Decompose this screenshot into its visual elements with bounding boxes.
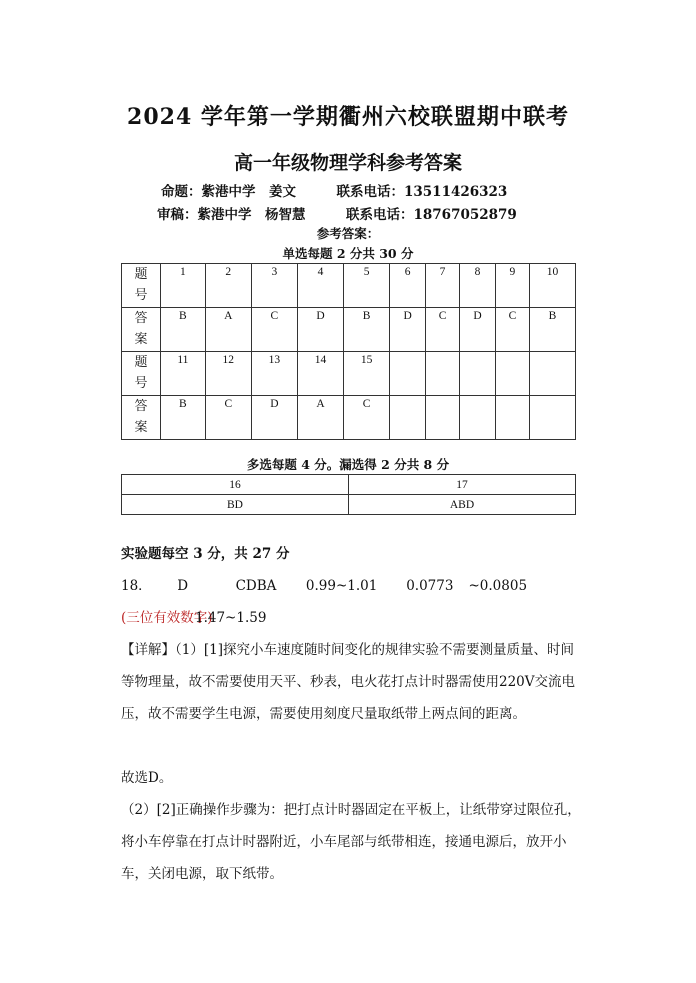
table-cell: A (205, 308, 251, 352)
table-cell: B (161, 396, 206, 440)
detail-paragraph-2: （2）[2]正确操作步骤为：把打点计时器固定在平板上，让纸带穿过限位孔，将小车停靠在打点计时器附近，小车尾部与纸带相连，接通电源后，放开小车，关闭电源，取下纸带。 (121, 802, 581, 882)
table-row (122, 308, 576, 352)
table-cell: 10 (529, 264, 575, 308)
table-cell: 12 (205, 352, 251, 396)
label-cell: 答 案 (122, 308, 161, 352)
table-cell: C (495, 308, 529, 352)
table-cell (460, 352, 496, 396)
table-cell: B (161, 308, 206, 352)
table-cell: B (529, 308, 575, 352)
table-row (122, 495, 576, 515)
table-cell: ABD (349, 495, 576, 515)
author-line: 命题：紫港中学 姜文 联系电话：13511426323 (161, 184, 508, 200)
table-cell: D (297, 308, 343, 352)
single-choice-heading: 单选每题 2 分共 30 分 (282, 246, 414, 261)
table-row (122, 396, 576, 440)
answer-value: CDBA (235, 578, 277, 594)
table-cell: C (205, 396, 251, 440)
table-cell: D (390, 308, 426, 352)
table-cell: 9 (495, 264, 529, 308)
answer-value: 0.0773 (406, 578, 454, 594)
experiment-heading: 实验题每空 3 分，共 27 分 (121, 546, 290, 562)
reviewer-line: 审稿：紫港中学 杨智慧 联系电话：18767052879 (157, 207, 517, 223)
label-cell: 题 号 (122, 264, 161, 308)
table-cell (390, 352, 426, 396)
detail-conclusion-1: 故选D。 (121, 770, 173, 786)
table-cell: D (251, 396, 297, 440)
label-cell: 题 号 (122, 352, 161, 396)
question-number: 18． (121, 578, 152, 594)
table-cell (460, 396, 496, 440)
table-cell: 11 (161, 352, 206, 396)
table-cell: D (460, 308, 496, 352)
document-subtitle: 高一年级物理学科参考答案 (233, 152, 462, 174)
single-choice-table (121, 263, 576, 440)
table-cell: C (344, 396, 390, 440)
table-cell: B (344, 308, 390, 352)
multi-choice-table (121, 474, 576, 515)
document-title: 2024 学年第一学期衢州六校联盟期中联考 (127, 104, 569, 130)
table-cell: C (426, 308, 460, 352)
table-cell: 4 (297, 264, 343, 308)
table-cell: 15 (344, 352, 390, 396)
table-cell: BD (122, 495, 349, 515)
table-cell: A (297, 396, 343, 440)
detail-paragraph-1: 【详解】（1）[1]探究小车速度随时间变化的规律实验不需要测量质量、时间等物理量，故不需要使用天平、秒表，电火花打点计时器需使用220V交流电压，故不需要学生电源，需要使用刻度尺量取纸带上两点间的距离。 (121, 642, 576, 722)
table-cell: 14 (297, 352, 343, 396)
table-cell: 8 (460, 264, 496, 308)
answer-note: (三位有效数字) (121, 610, 213, 626)
table-cell (495, 352, 529, 396)
table-cell: 2 (205, 264, 251, 308)
table-cell (426, 352, 460, 396)
multi-choice-heading: 多选每题 4 分。漏选得 2 分共 8 分 (246, 457, 450, 472)
answer-value: D (177, 578, 189, 594)
table-cell (529, 352, 575, 396)
table-cell (529, 396, 575, 440)
table-row (122, 352, 576, 396)
q18-last-answer: 1.47~1.59 (195, 610, 267, 626)
table-cell: 13 (251, 352, 297, 396)
table-cell: C (251, 308, 297, 352)
table-cell (390, 396, 426, 440)
table-cell: 7 (426, 264, 460, 308)
reference-answer-label: 参考答案： (316, 226, 380, 241)
table-cell (426, 396, 460, 440)
table-cell: 1 (161, 264, 206, 308)
table-cell: 6 (390, 264, 426, 308)
table-cell (495, 396, 529, 440)
answer-value: 0.99~1.01 (305, 578, 378, 594)
answer-value: ~0.0805 (468, 578, 528, 594)
table-row (122, 475, 576, 495)
label-cell: 答 案 (122, 396, 161, 440)
table-cell: 17 (349, 475, 576, 495)
table-row (122, 264, 576, 308)
table-cell: 5 (344, 264, 390, 308)
table-cell: 16 (122, 475, 349, 495)
table-cell: 3 (251, 264, 297, 308)
